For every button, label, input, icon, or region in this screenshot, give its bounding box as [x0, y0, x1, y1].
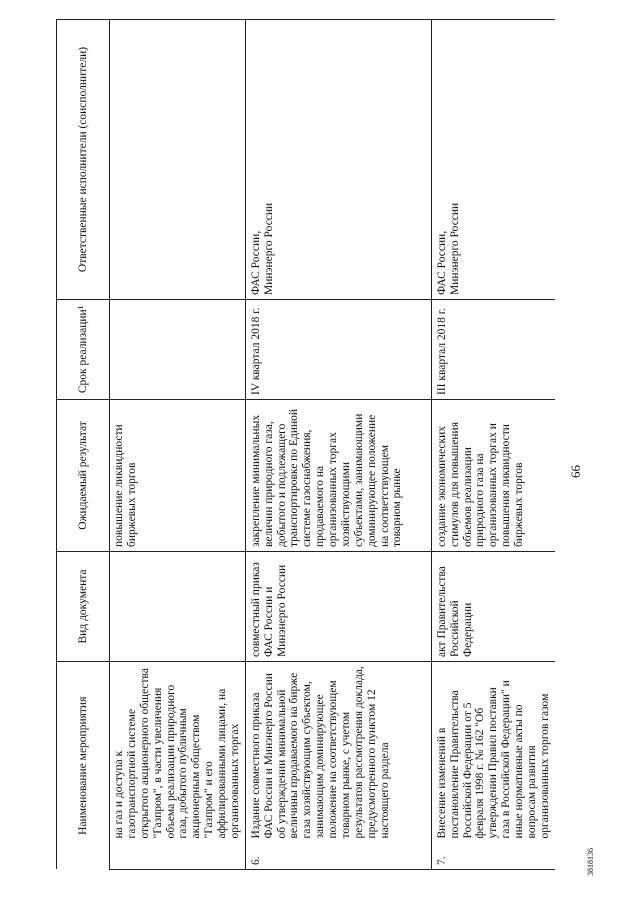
table-row: [431, 19, 554, 869]
header-result: Ожидаемый результат: [57, 399, 110, 551]
document-type: акт Правительства Российской Федерации: [431, 551, 554, 661]
row-number: 7.: [431, 843, 554, 870]
measure-name: на газ и доступа к газотранспортной системе открытого акционерного общества "Газпром", в части увеличения объема реализации природного газа, добытого публичным акционерным обществом "Газпром" и его аффилированными лицами, на организованных торгах: [110, 661, 246, 842]
rotated-page-content: [56, 20, 596, 876]
deadline: IV квартал 2018 г.: [245, 299, 431, 399]
header-deadline: Срок реализации¹: [57, 299, 110, 399]
table-row: [110, 19, 246, 869]
measure-name: Издание совместного приказа ФАС России и Минэнерго России об утверждении минимальной величины продаваемого на бирже газа хозяйствующим субъектом, занимающим доминирующее положение на соответствующем товарном рынке, с учетом результатов рассмотрения доклада, предусмотренного пунктом 12 настоящего раздела: [245, 661, 431, 842]
expected-result: закрепление минимальных величин природного газа, добытого и подлежащего транспортировке по Единой системе газоснабжения, продаваемого на организованных торгах хозяйствующими субъектами, занимающими доминирующее положение на соответствующем товарном рынке: [245, 399, 431, 551]
page-number: 66: [568, 465, 583, 478]
measure-name: Внесение изменений в постановление Правительства Российской Федерации от 5 февраля 1998 г. № 162 "Об утверждении Правил поставки газа в Российской Федерации" и иные нормативные акты по вопросам развития организованных торгов газом: [431, 661, 554, 842]
expected-result: создание экономических стимулов для повышения объемов реализации природного газа на организованных торгах и повышения ликвидности биржевых торгов: [431, 399, 554, 551]
executors: ФАС России, Минэнерго России: [431, 19, 554, 299]
header-name: Наименование мероприятия: [57, 661, 110, 869]
executors: [110, 19, 246, 299]
executors: ФАС России, Минэнерго России: [245, 19, 431, 299]
header-executors: Ответственные исполнители (соисполнители): [57, 19, 110, 299]
table-header-row: [57, 19, 110, 869]
document-type: [110, 551, 246, 661]
document-type: совместный приказ ФАС России и Минэнерго России: [245, 551, 431, 661]
row-number: 6.: [245, 843, 431, 870]
header-doc-type: Вид документа: [57, 551, 110, 661]
row-number: [110, 843, 246, 870]
measures-table: [56, 19, 555, 870]
expected-result: повышение ликвидности биржевых торгов: [110, 399, 246, 551]
deadline: [110, 299, 246, 399]
footer-code: 3818136: [586, 848, 595, 876]
deadline: III квартал 2018 г.: [431, 299, 554, 399]
table-row: [245, 19, 431, 869]
